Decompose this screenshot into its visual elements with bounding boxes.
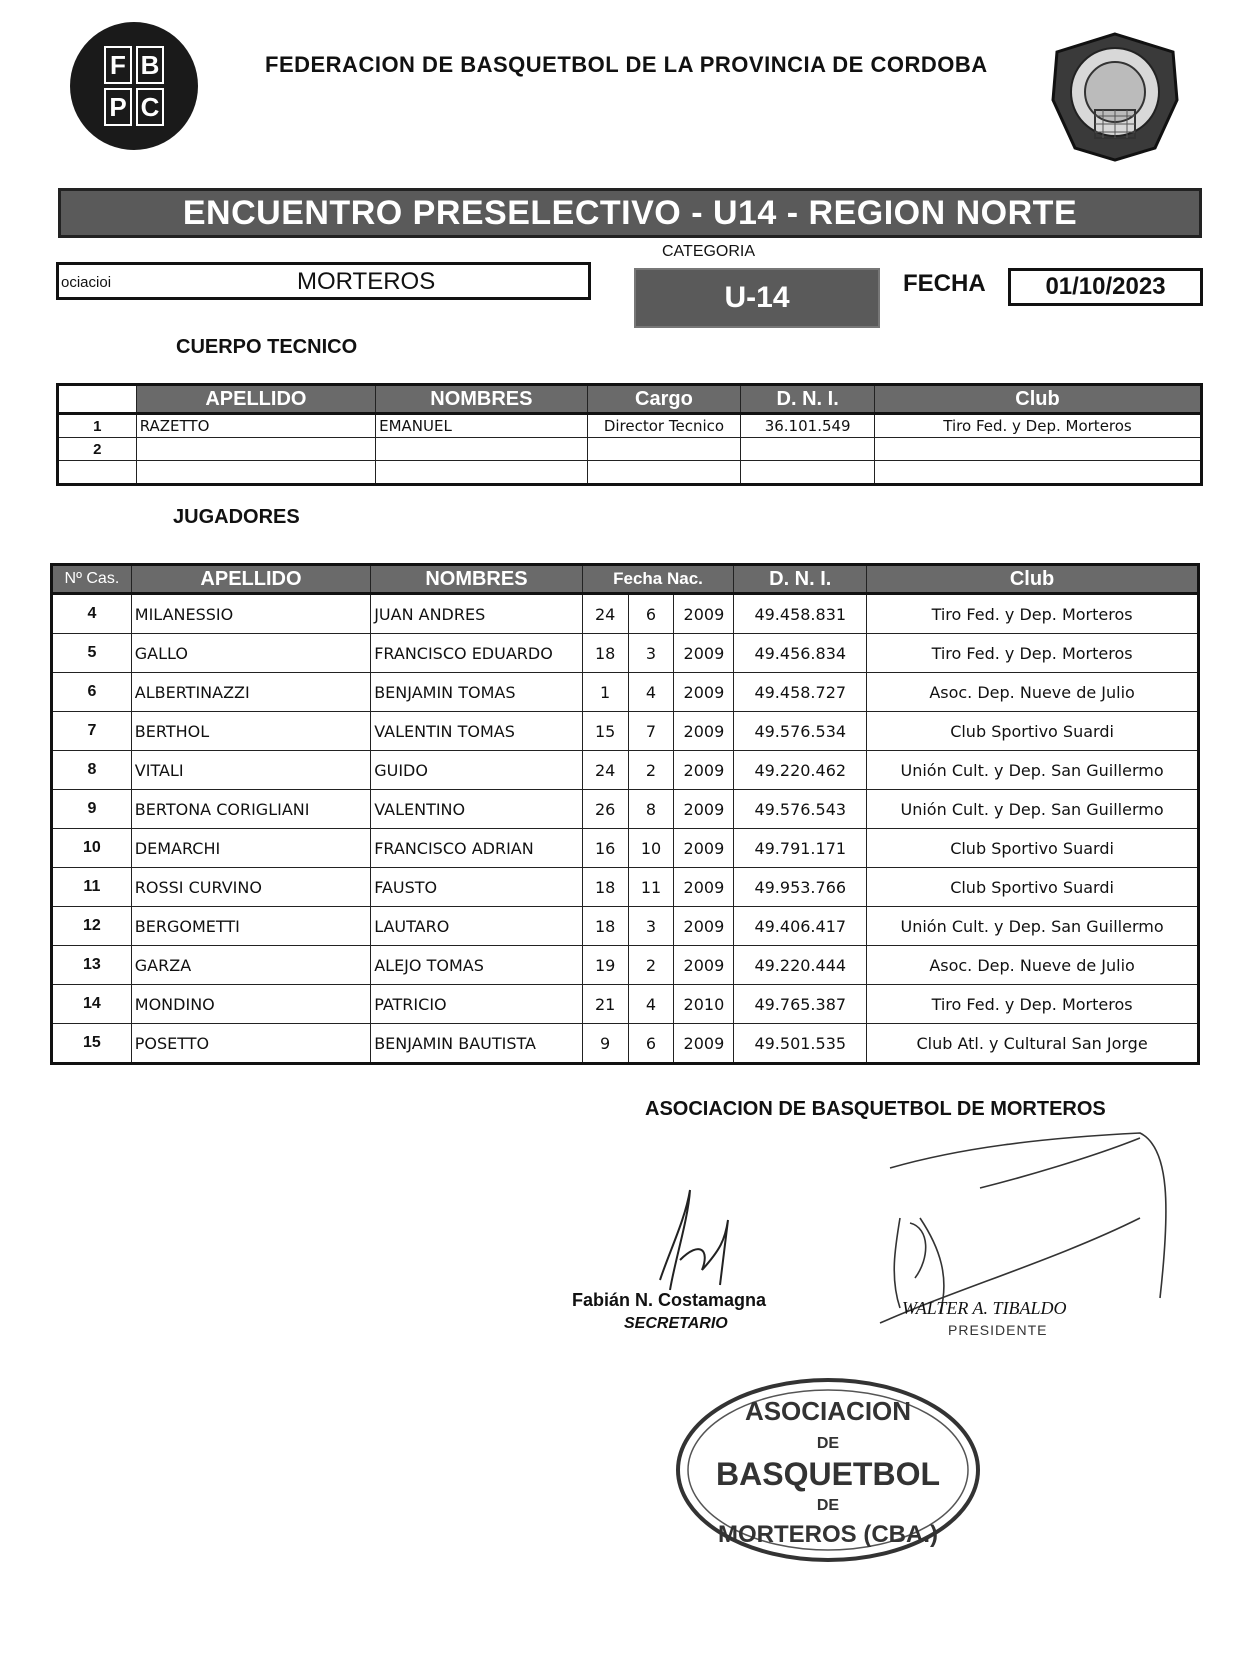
player-birth-year: 2009 — [674, 868, 734, 907]
asociacion-value: MORTEROS — [297, 268, 436, 295]
player-birth-month: 6 — [628, 594, 674, 634]
staff-num: 2 — [58, 438, 137, 461]
player-birth-year: 2009 — [674, 946, 734, 985]
asociacion-label: ociacioi — [61, 274, 112, 291]
event-banner: ENCUENTRO PRESELECTIVO - U14 - REGION NORTE — [58, 188, 1202, 238]
players-header-cell: Fecha Nac. — [582, 565, 734, 594]
player-nombres: VALENTIN TOMAS — [371, 712, 582, 751]
player-birth-day: 24 — [582, 751, 628, 790]
player-nombres: BENJAMIN BAUTISTA — [371, 1024, 582, 1064]
staff-apellido — [136, 461, 375, 485]
player-dni: 49.406.417 — [734, 907, 867, 946]
player-apellido: MILANESSIO — [131, 594, 370, 634]
player-apellido: ROSSI CURVINO — [131, 868, 370, 907]
player-birth-year: 2009 — [674, 712, 734, 751]
player-apellido: ALBERTINAZZI — [131, 673, 370, 712]
player-number: 7 — [52, 712, 132, 751]
player-birth-day: 18 — [582, 634, 628, 673]
player-row — [52, 946, 1199, 985]
staff-nombres — [376, 461, 588, 485]
player-dni: 49.576.534 — [734, 712, 867, 751]
player-apellido: VITALI — [131, 751, 370, 790]
player-row — [52, 751, 1199, 790]
player-row — [52, 1024, 1199, 1064]
player-row — [52, 673, 1199, 712]
player-birth-month: 2 — [628, 946, 674, 985]
player-row — [52, 594, 1199, 634]
stamp-line: MORTEROS (CBA.) — [718, 1521, 938, 1548]
stamp-line: DE — [816, 1497, 840, 1514]
player-nombres: BENJAMIN TOMAS — [371, 673, 582, 712]
player-dni: 49.458.831 — [734, 594, 867, 634]
player-birth-year: 2010 — [674, 985, 734, 1024]
logo-letter: C — [136, 88, 164, 126]
player-dni: 49.220.444 — [734, 946, 867, 985]
staff-row — [58, 438, 1202, 461]
player-nombres: ALEJO TOMAS — [371, 946, 582, 985]
player-row — [52, 634, 1199, 673]
staff-header-cell: D. N. I. — [741, 385, 875, 414]
staff-header-cell: NOMBRES — [376, 385, 588, 414]
player-birth-month: 6 — [628, 1024, 674, 1064]
staff-club — [875, 461, 1202, 485]
player-club: Club Sportivo Suardi — [867, 868, 1199, 907]
secretary-name: Fabián N. Costamagna — [572, 1290, 767, 1310]
player-dni: 49.791.171 — [734, 829, 867, 868]
players-section-title: JUGADORES — [173, 506, 300, 528]
players-header-cell: NOMBRES — [371, 565, 582, 594]
staff-cargo: Director Tecnico — [587, 414, 741, 438]
player-nombres: PATRICIO — [371, 985, 582, 1024]
president-role: PRESIDENTE — [948, 1322, 1048, 1338]
player-birth-day: 15 — [582, 712, 628, 751]
federation-title: FEDERACION DE BASQUETBOL DE LA PROVINCIA DE CORDOBA — [265, 52, 988, 77]
player-club: Tiro Fed. y Dep. Morteros — [867, 634, 1199, 673]
player-number: 11 — [52, 868, 132, 907]
association-stamp — [668, 1370, 988, 1570]
player-birth-year: 2009 — [674, 1024, 734, 1064]
player-number: 5 — [52, 634, 132, 673]
asociacion-field — [56, 262, 591, 300]
player-dni: 49.456.834 — [734, 634, 867, 673]
player-apellido: GARZA — [131, 946, 370, 985]
player-birth-month: 8 — [628, 790, 674, 829]
player-birth-year: 2009 — [674, 751, 734, 790]
players-header-cell: Club — [867, 565, 1199, 594]
categoria-label: CATEGORIA — [662, 243, 756, 260]
association-footer: ASOCIACION DE BASQUETBOL DE MORTEROS — [645, 1098, 1106, 1120]
player-number: 8 — [52, 751, 132, 790]
staff-header-cell: Cargo — [587, 385, 741, 414]
staff-num: 1 — [58, 414, 137, 438]
player-number: 10 — [52, 829, 132, 868]
player-dni: 49.765.387 — [734, 985, 867, 1024]
logo-letter: P — [104, 88, 132, 126]
player-dni: 49.576.543 — [734, 790, 867, 829]
player-dni: 49.458.727 — [734, 673, 867, 712]
fbpc-logo — [70, 22, 198, 150]
player-number: 6 — [52, 673, 132, 712]
player-number: 13 — [52, 946, 132, 985]
player-row — [52, 868, 1199, 907]
stamp-line: BASQUETBOL — [716, 1456, 940, 1492]
staff-cargo — [587, 461, 741, 485]
president-name: WALTER A. TIBALDO — [902, 1298, 1067, 1318]
staff-header-cell: APELLIDO — [136, 385, 375, 414]
categoria-value: U-14 — [634, 268, 880, 328]
player-birth-year: 2009 — [674, 790, 734, 829]
staff-table — [56, 383, 1203, 486]
staff-header-row — [58, 385, 1202, 414]
player-number: 9 — [52, 790, 132, 829]
player-birth-year: 2009 — [674, 673, 734, 712]
player-birth-month: 3 — [628, 907, 674, 946]
player-club: Asoc. Dep. Nueve de Julio — [867, 673, 1199, 712]
staff-row — [58, 414, 1202, 438]
player-apellido: BERTHOL — [131, 712, 370, 751]
player-nombres: JUAN ANDRES — [371, 594, 582, 634]
staff-dni: 36.101.549 — [741, 414, 875, 438]
staff-num — [58, 461, 137, 485]
player-birth-day: 24 — [582, 594, 628, 634]
player-birth-month: 10 — [628, 829, 674, 868]
association-seal-logo — [1045, 30, 1185, 165]
stamp-line: DE — [816, 1435, 840, 1452]
fecha-value: 01/10/2023 — [1008, 268, 1203, 306]
player-nombres: GUIDO — [371, 751, 582, 790]
players-header-row — [52, 565, 1199, 594]
player-birth-day: 19 — [582, 946, 628, 985]
player-birth-year: 2009 — [674, 829, 734, 868]
player-number: 4 — [52, 594, 132, 634]
player-birth-day: 9 — [582, 1024, 628, 1064]
player-birth-month: 4 — [628, 985, 674, 1024]
staff-apellido — [136, 438, 375, 461]
staff-cargo — [587, 438, 741, 461]
players-header-cell: APELLIDO — [131, 565, 370, 594]
player-nombres: LAUTARO — [371, 907, 582, 946]
player-number: 14 — [52, 985, 132, 1024]
player-club: Club Sportivo Suardi — [867, 829, 1199, 868]
player-club: Asoc. Dep. Nueve de Julio — [867, 946, 1199, 985]
logo-letter: B — [136, 46, 164, 84]
player-nombres: FAUSTO — [371, 868, 582, 907]
player-birth-day: 18 — [582, 868, 628, 907]
stamp-line: ASOCIACION — [744, 1396, 912, 1426]
players-header-cell: Nº Cas. — [52, 565, 132, 594]
secretary-role: SECRETARIO — [624, 1315, 728, 1332]
player-birth-month: 11 — [628, 868, 674, 907]
player-birth-year: 2009 — [674, 594, 734, 634]
player-nombres: FRANCISCO EDUARDO — [371, 634, 582, 673]
player-club: Club Atl. y Cultural San Jorge — [867, 1024, 1199, 1064]
player-birth-month: 3 — [628, 634, 674, 673]
player-dni: 49.220.462 — [734, 751, 867, 790]
player-club: Unión Cult. y Dep. San Guillermo — [867, 907, 1199, 946]
player-apellido: BERGOMETTI — [131, 907, 370, 946]
staff-dni — [741, 438, 875, 461]
logo-letter: F — [104, 46, 132, 84]
player-row — [52, 829, 1199, 868]
players-header-cell: D. N. I. — [734, 565, 867, 594]
fecha-label: FECHA — [903, 270, 986, 297]
staff-club — [875, 438, 1202, 461]
player-club: Tiro Fed. y Dep. Morteros — [867, 594, 1199, 634]
staff-header-cell: Club — [875, 385, 1202, 414]
player-nombres: FRANCISCO ADRIAN — [371, 829, 582, 868]
staff-dni — [741, 461, 875, 485]
player-birth-day: 16 — [582, 829, 628, 868]
player-row — [52, 790, 1199, 829]
player-club: Unión Cult. y Dep. San Guillermo — [867, 790, 1199, 829]
player-number: 12 — [52, 907, 132, 946]
player-club: Tiro Fed. y Dep. Morteros — [867, 985, 1199, 1024]
player-birth-day: 26 — [582, 790, 628, 829]
player-row — [52, 985, 1199, 1024]
secretary-signature — [640, 1180, 760, 1300]
player-birth-year: 2009 — [674, 907, 734, 946]
staff-header-num — [58, 385, 137, 414]
player-apellido: MONDINO — [131, 985, 370, 1024]
staff-nombres — [376, 438, 588, 461]
player-birth-day: 21 — [582, 985, 628, 1024]
staff-club: Tiro Fed. y Dep. Morteros — [875, 414, 1202, 438]
player-number: 15 — [52, 1024, 132, 1064]
player-birth-year: 2009 — [674, 634, 734, 673]
player-row — [52, 712, 1199, 751]
player-birth-month: 2 — [628, 751, 674, 790]
player-club: Unión Cult. y Dep. San Guillermo — [867, 751, 1199, 790]
player-row — [52, 907, 1199, 946]
player-birth-month: 4 — [628, 673, 674, 712]
player-birth-day: 1 — [582, 673, 628, 712]
player-nombres: VALENTINO — [371, 790, 582, 829]
players-table — [50, 563, 1200, 1065]
player-dni: 49.501.535 — [734, 1024, 867, 1064]
player-apellido: GALLO — [131, 634, 370, 673]
player-apellido: POSETTO — [131, 1024, 370, 1064]
staff-section-title: CUERPO TECNICO — [176, 336, 358, 358]
player-apellido: BERTONA CORIGLIANI — [131, 790, 370, 829]
staff-row — [58, 461, 1202, 485]
staff-nombres: EMANUEL — [376, 414, 588, 438]
player-birth-day: 18 — [582, 907, 628, 946]
player-birth-month: 7 — [628, 712, 674, 751]
player-apellido: DEMARCHI — [131, 829, 370, 868]
player-club: Club Sportivo Suardi — [867, 712, 1199, 751]
player-dni: 49.953.766 — [734, 868, 867, 907]
staff-apellido: RAZETTO — [136, 414, 375, 438]
